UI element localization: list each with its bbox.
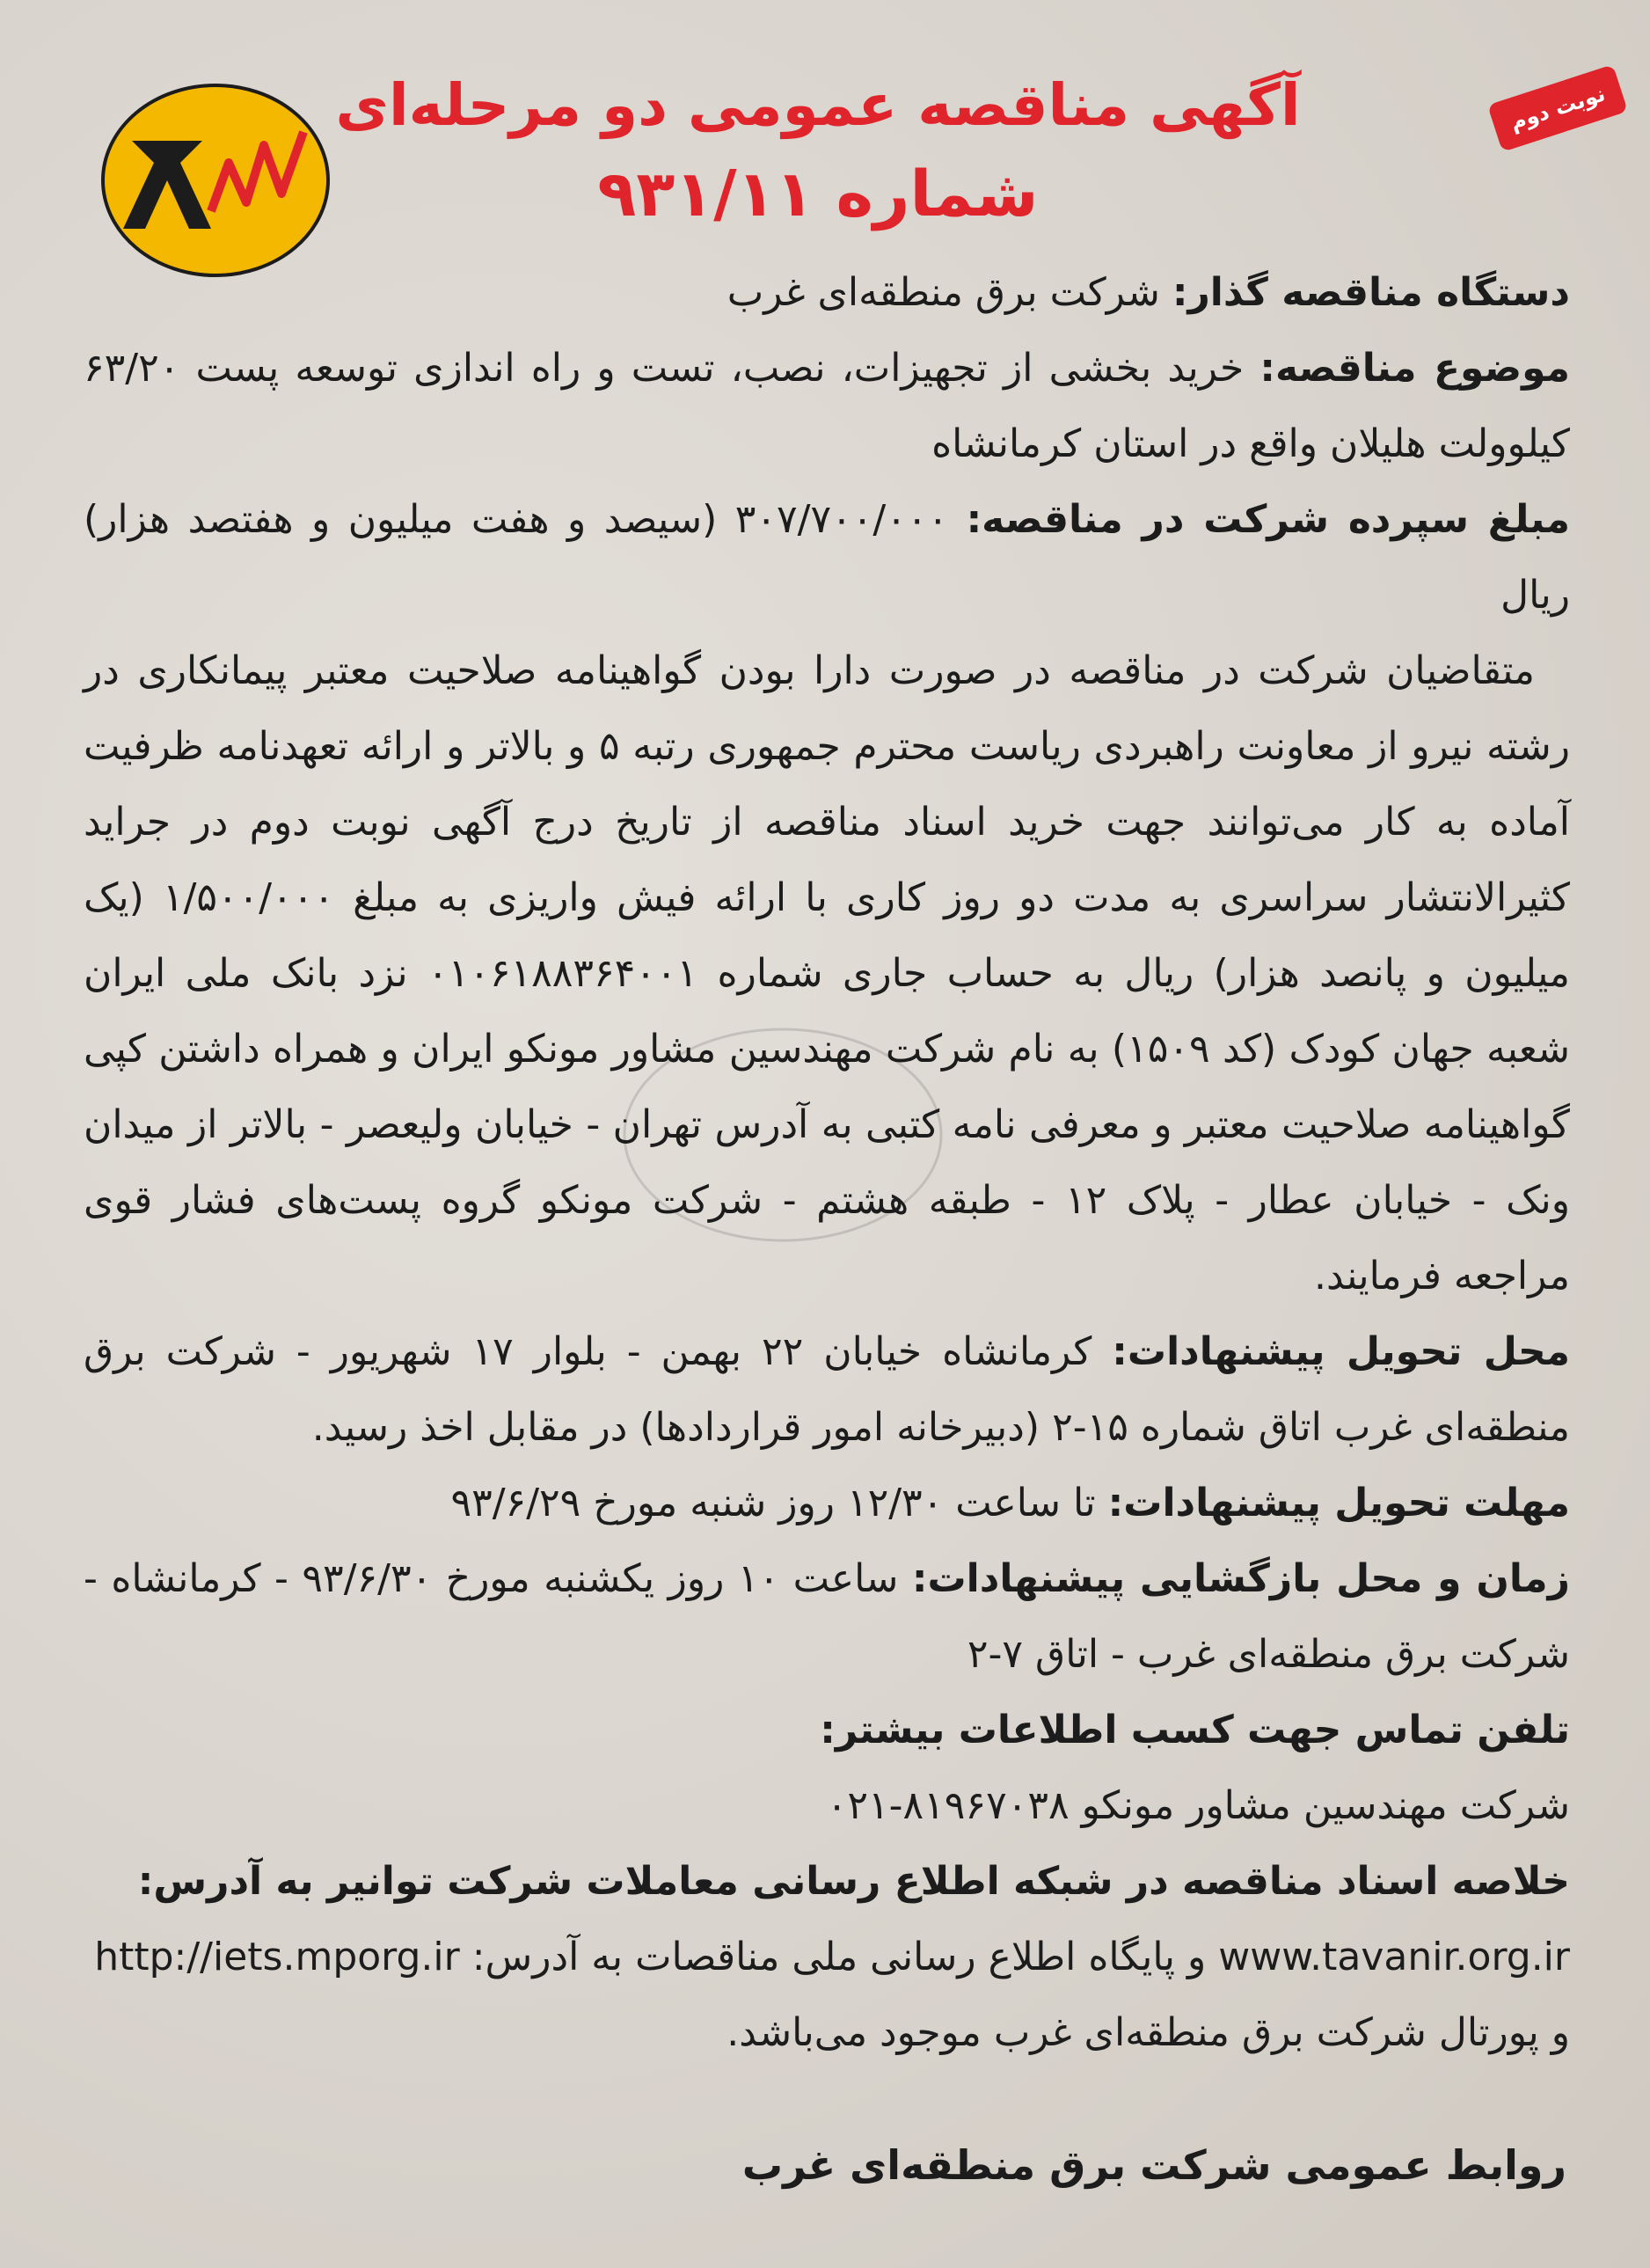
delivery-place-value: کرمانشاه خیابان ۲۲ بهمن - بلوار ۱۷ شهریور - شرکت برق منطقه‌ای غرب اتاق شماره ۱۵-۲ (دبیرخانه امور قراردادها) در مقابل اخذ رسید.: [84, 1329, 1570, 1450]
deposit-value: ۳۰۷/۷۰۰/۰۰۰ (سیصد و هفت میلیون و هفتصد هزار) ریال: [84, 497, 1570, 618]
organizer-label: دستگاه مناقصه گذار:: [1172, 270, 1570, 315]
iets-url[interactable]: http://iets.mporg.ir: [94, 1935, 460, 1979]
eligibility-paragraph: متقاضیان شرکت در مناقصه در صورت دارا بودن گواهینامه صلاحیت معتبر پیمانکاری در رشته نیرو از معاونت راهبردی ریاست محترم جمهوری رتبه ۵ و بالاتر و ارائه تعهدنامه ظرفیت آماده به کار می‌توانند جهت خرید اسناد مناقصه از تاریخ درج آگهی نوبت دوم در جراید کثیرالانتشار سراسری به مدت دو روز کاری با ارائه فیش واریزی به مبلغ ۱/۵۰۰/۰۰۰ (یک میلیون و پانصد هزار) ریال به حساب جاری شماره ۰۱۰۶۱۸۸۳۶۴۰۰۱ نزد بانک ملی ایران شعبه جهان کودک (کد ۱۵۰۹) به نام شرکت مهندسین مشاور مونکو ایران و همراه داشتن کپی گواهینامه صلاحیت معتبر و معرفی نامه کتبی به آدرس تهران - خیابان ولیعصر - بالاتر از میدان ونک - خیابان عطار - پلاک ۱۲ - طبقه هشتم - شرکت مونکو گروه پست‌های فشار قوی مراجعه فرمایند.: [84, 648, 1571, 1299]
deadline-line: [84, 1466, 1570, 1541]
delivery-place-line: [84, 1314, 1570, 1466]
summary-tail-line: [84, 1995, 1570, 2071]
contact-label-line: [84, 1693, 1570, 1768]
opening-value: ساعت ۱۰ روز یکشنبه مورخ ۹۳/۶/۳۰ - کرمانشاه - شرکت برق منطقه‌ای غرب - اتاق ۷-۲: [84, 1556, 1570, 1677]
notice-body: [84, 255, 1570, 2071]
summary-label-line: [84, 1844, 1570, 1920]
summary-mid: و پایگاه اطلاع رسانی ملی مناقصات به آدرس:: [471, 1935, 1207, 1979]
contact-value: شرکت مهندسین مشاور مونکو ۸۱۹۶۷۰۳۸-۰۲۱: [826, 1783, 1570, 1828]
second-round-badge: نوبت دوم: [1487, 64, 1628, 152]
tavanir-logo-icon: [97, 79, 334, 282]
delivery-place-label: محل تحویل پیشنهادات:: [1112, 1329, 1571, 1374]
subject-value: خرید بخشی از تجهیزات، نصب، تست و راه اندازی توسعه پست ۶۳/۲۰ کیلوولت هلیلان واقع در استان کرمانشاه: [84, 346, 1570, 466]
deposit-line: [84, 482, 1570, 633]
notice-title: [334, 62, 1302, 238]
signature: روابط عمومی شرکت برق منطقه‌ای غرب: [741, 2141, 1566, 2189]
organizer-value: شرکت برق منطقه‌ای غرب: [726, 270, 1160, 315]
contact-label: تلفن تماس جهت کسب اطلاعات بیشتر:: [820, 1708, 1570, 1752]
tavanir-url[interactable]: www.tavanir.org.ir: [1218, 1935, 1570, 1979]
opening-line: [84, 1541, 1570, 1693]
summary-tail: و پورتال شرکت برق منطقه‌ای غرب موجود می‌باشد.: [726, 2010, 1570, 2055]
subject-label: موضوع مناقصه:: [1259, 346, 1570, 391]
deadline-label: مهلت تحویل پیشنهادات:: [1107, 1481, 1570, 1525]
contact-value-line: [84, 1768, 1570, 1844]
summary-label: خلاصه اسناد مناقصه در شبکه اطلاع رسانی معاملات شرکت توانیر به آدرس:: [137, 1859, 1570, 1904]
summary-urls-line: [84, 1920, 1570, 1995]
opening-label: زمان و محل بازگشایی پیشنهادات:: [911, 1556, 1570, 1601]
title-line1: آگهی مناقصه عمومی دو مرحله‌ای: [335, 71, 1301, 139]
organizer-line: [84, 255, 1570, 331]
title-line2: شماره ۹۳۱/۱۱: [597, 157, 1039, 230]
deposit-label: مبلغ سپرده شرکت در مناقصه:: [966, 497, 1570, 542]
deadline-value: تا ساعت ۱۲/۳۰ روز شنبه مورخ ۹۳/۶/۲۹: [450, 1481, 1096, 1525]
subject-line: [84, 331, 1570, 482]
header: [0, 35, 1650, 255]
